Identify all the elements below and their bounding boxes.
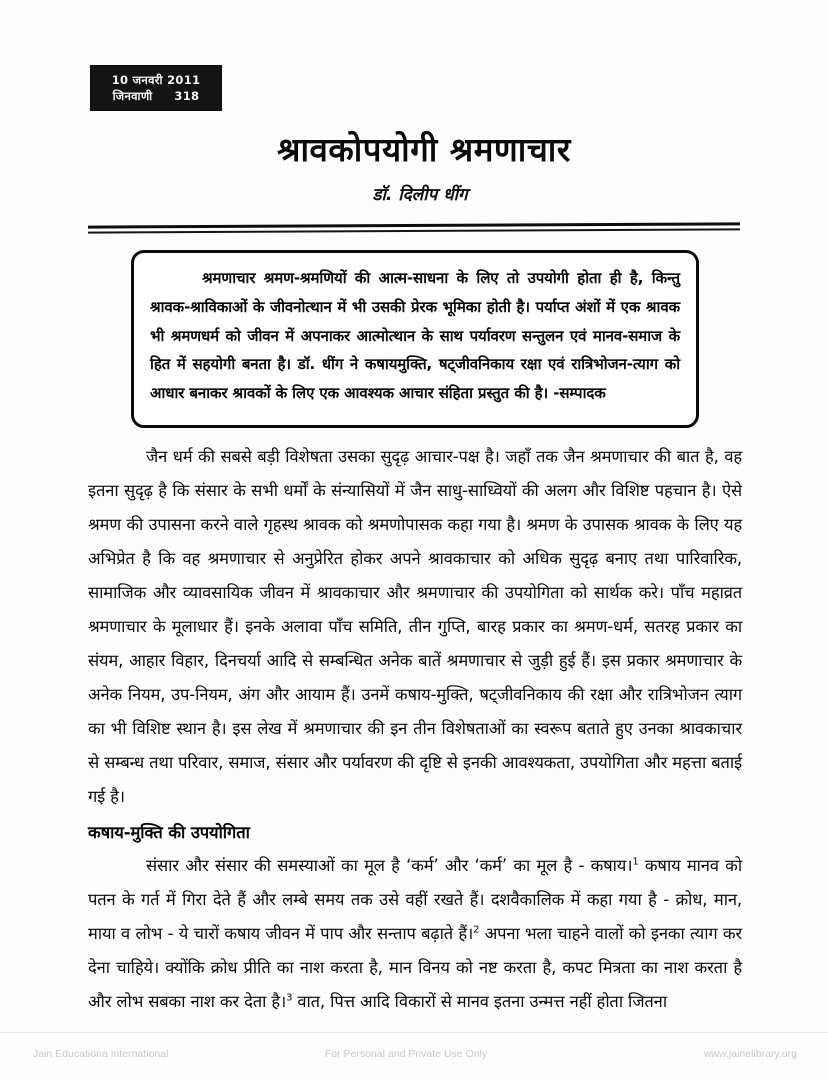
footnote-ref-1: 1 — [632, 856, 639, 868]
masthead-badge — [90, 65, 222, 111]
footer-right-link[interactable]: www.jainelibrary.org — [703, 1048, 797, 1060]
page-footer — [0, 1040, 828, 1068]
body-paragraph-2-seg-3: अपना भला चाहने वालों को इनका त्याग कर देना चाहिये। क्योंकि क्रोध प्रीति का नाश करता है, मान विनय को नष्ट करता है, कपट मित्रता का नाश करता है और लोभ सबका नाश कर देता है। — [88, 923, 742, 1011]
footer-center-text: For Personal and Private Use Only — [324, 1048, 488, 1060]
editor-abstract-text: श्रमणाचार श्रमण-श्रमणियों की आत्म-साधना के लिए तो उपयोगी होता ही है, किन्तु श्रावक-श्राविकाओं के जीवनोत्थान में भी उसकी प्रेरक भूमिका होती है। पर्याप्त अंशों में एक श्रावक भी श्रमणधर्म को जीवन में अपनाकर आत्मोत्थान के साथ पर्यावरण सन्तुलन एवं मानव-समाज के हित में सहयोगी बनता है। डॉ. धींग ने कषायमुक्ति, षट्जीवनिकाय रक्षा एवं रात्रिभोजन-त्याग को आधार बनाकर श्रावकों के लिए एक आवश्यक आचार संहिता प्रस्तुत की है। -सम्पादक — [150, 269, 680, 403]
footer-left-text: Jain Educationa International — [33, 1048, 169, 1060]
body-paragraph-2-seg-1: संसार और संसार की समस्याओं का मूल है ‘कर्म’ और ‘कर्म’ का मूल है - कषाय। — [146, 855, 633, 875]
body-paragraph-2 — [88, 849, 742, 1019]
editor-abstract-box — [131, 250, 699, 428]
footnote-ref-3: 3 — [286, 992, 293, 1004]
section-heading-kashaya-mukti: कषाय-मुक्ति की उपयोगिता — [88, 822, 250, 842]
masthead-journal-name: जिनवाणी — [112, 88, 153, 103]
footer-divider — [0, 1032, 828, 1033]
article-title: श्रावकोपयोगी श्रमणाचार — [277, 130, 571, 169]
body-paragraph-2-seg-4: वात, पित्त आदि विकारों से मानव इतना उन्मत्त नहीं होता जितना — [292, 991, 667, 1011]
article-author: डॉ. दिलीप धींग — [372, 185, 468, 205]
footnote-ref-2: 2 — [473, 924, 480, 936]
article-body — [88, 440, 742, 1019]
title-divider — [88, 222, 740, 233]
masthead-page-number: 318 — [174, 88, 200, 103]
body-paragraph-2-seg-2: कषाय मानव को पतन के गर्त में गिरा देते हैं और लम्बे समय तक उसे वहीं रखते हैं। दशवैकालिक में कहा गया है - क्रोध, मान, माया व लोभ - ये चारों कषाय जीवन में पाप और सन्ताप बढ़ाते हैं। — [88, 855, 742, 943]
masthead-journal-row — [113, 89, 200, 105]
body-paragraph-1: जैन धर्म की सबसे बड़ी विशेषता उसका सुदृढ़ आचार-पक्ष है। जहाँ तक जैन श्रमणाचार की बात है, वह इतना सुदृढ़ है कि संसार के सभी धर्मों के संन्यासियों में जैन साधु-साध्वियों की अलग और विशिष्ट पहचान है। ऐसे श्रमण की उपासना करने वाले गृहस्थ श्रावक को श्रमणोपासक कहा गया है। श्रमण के उपासक श्रावक के लिए यह अभिप्रेत है कि वह श्रमणाचार से अनुप्रेरित होकर अपने श्रावकाचार को अधिक सुदृढ़ बनाए तथा पारिवारिक, सामाजिक और व्यावसायिक जीवन में श्रावकाचार और श्रमणाचार की उपयोगिता को सार्थक करे। पाँच महाव्रत श्रमणाचार के मूलाधार हैं। इनके अलावा पाँच समिति, तीन गुप्ति, बारह प्रकार का श्रमण-धर्म, सतरह प्रकार का संयम, आहार विहार, दिनचर्या आदि से सम्बन्धित अनेक बातें श्रमणाचार से जुड़ी हुई हैं। इस प्रकार श्रमणाचार के अनेक नियम, उप-नियम, अंग और आयाम हैं। उनमें कषाय-मुक्ति, षट्जीवनिकाय की रक्षा और रात्रिभोजन त्याग का भी विशिष्ट स्थान है। इस लेख में श्रमणाचार की इन तीन विशेषताओं का स्वरूप बताते हुए उनका श्रावकाचार से सम्बन्ध तथा परिवार, समाज, संसार और पर्यावरण की दृष्टि से इनकी आवश्यकता, उपयोगिता और महत्ता बताई गई है। — [88, 447, 742, 806]
masthead-date: 10 जनवरी 2011 — [111, 72, 201, 87]
